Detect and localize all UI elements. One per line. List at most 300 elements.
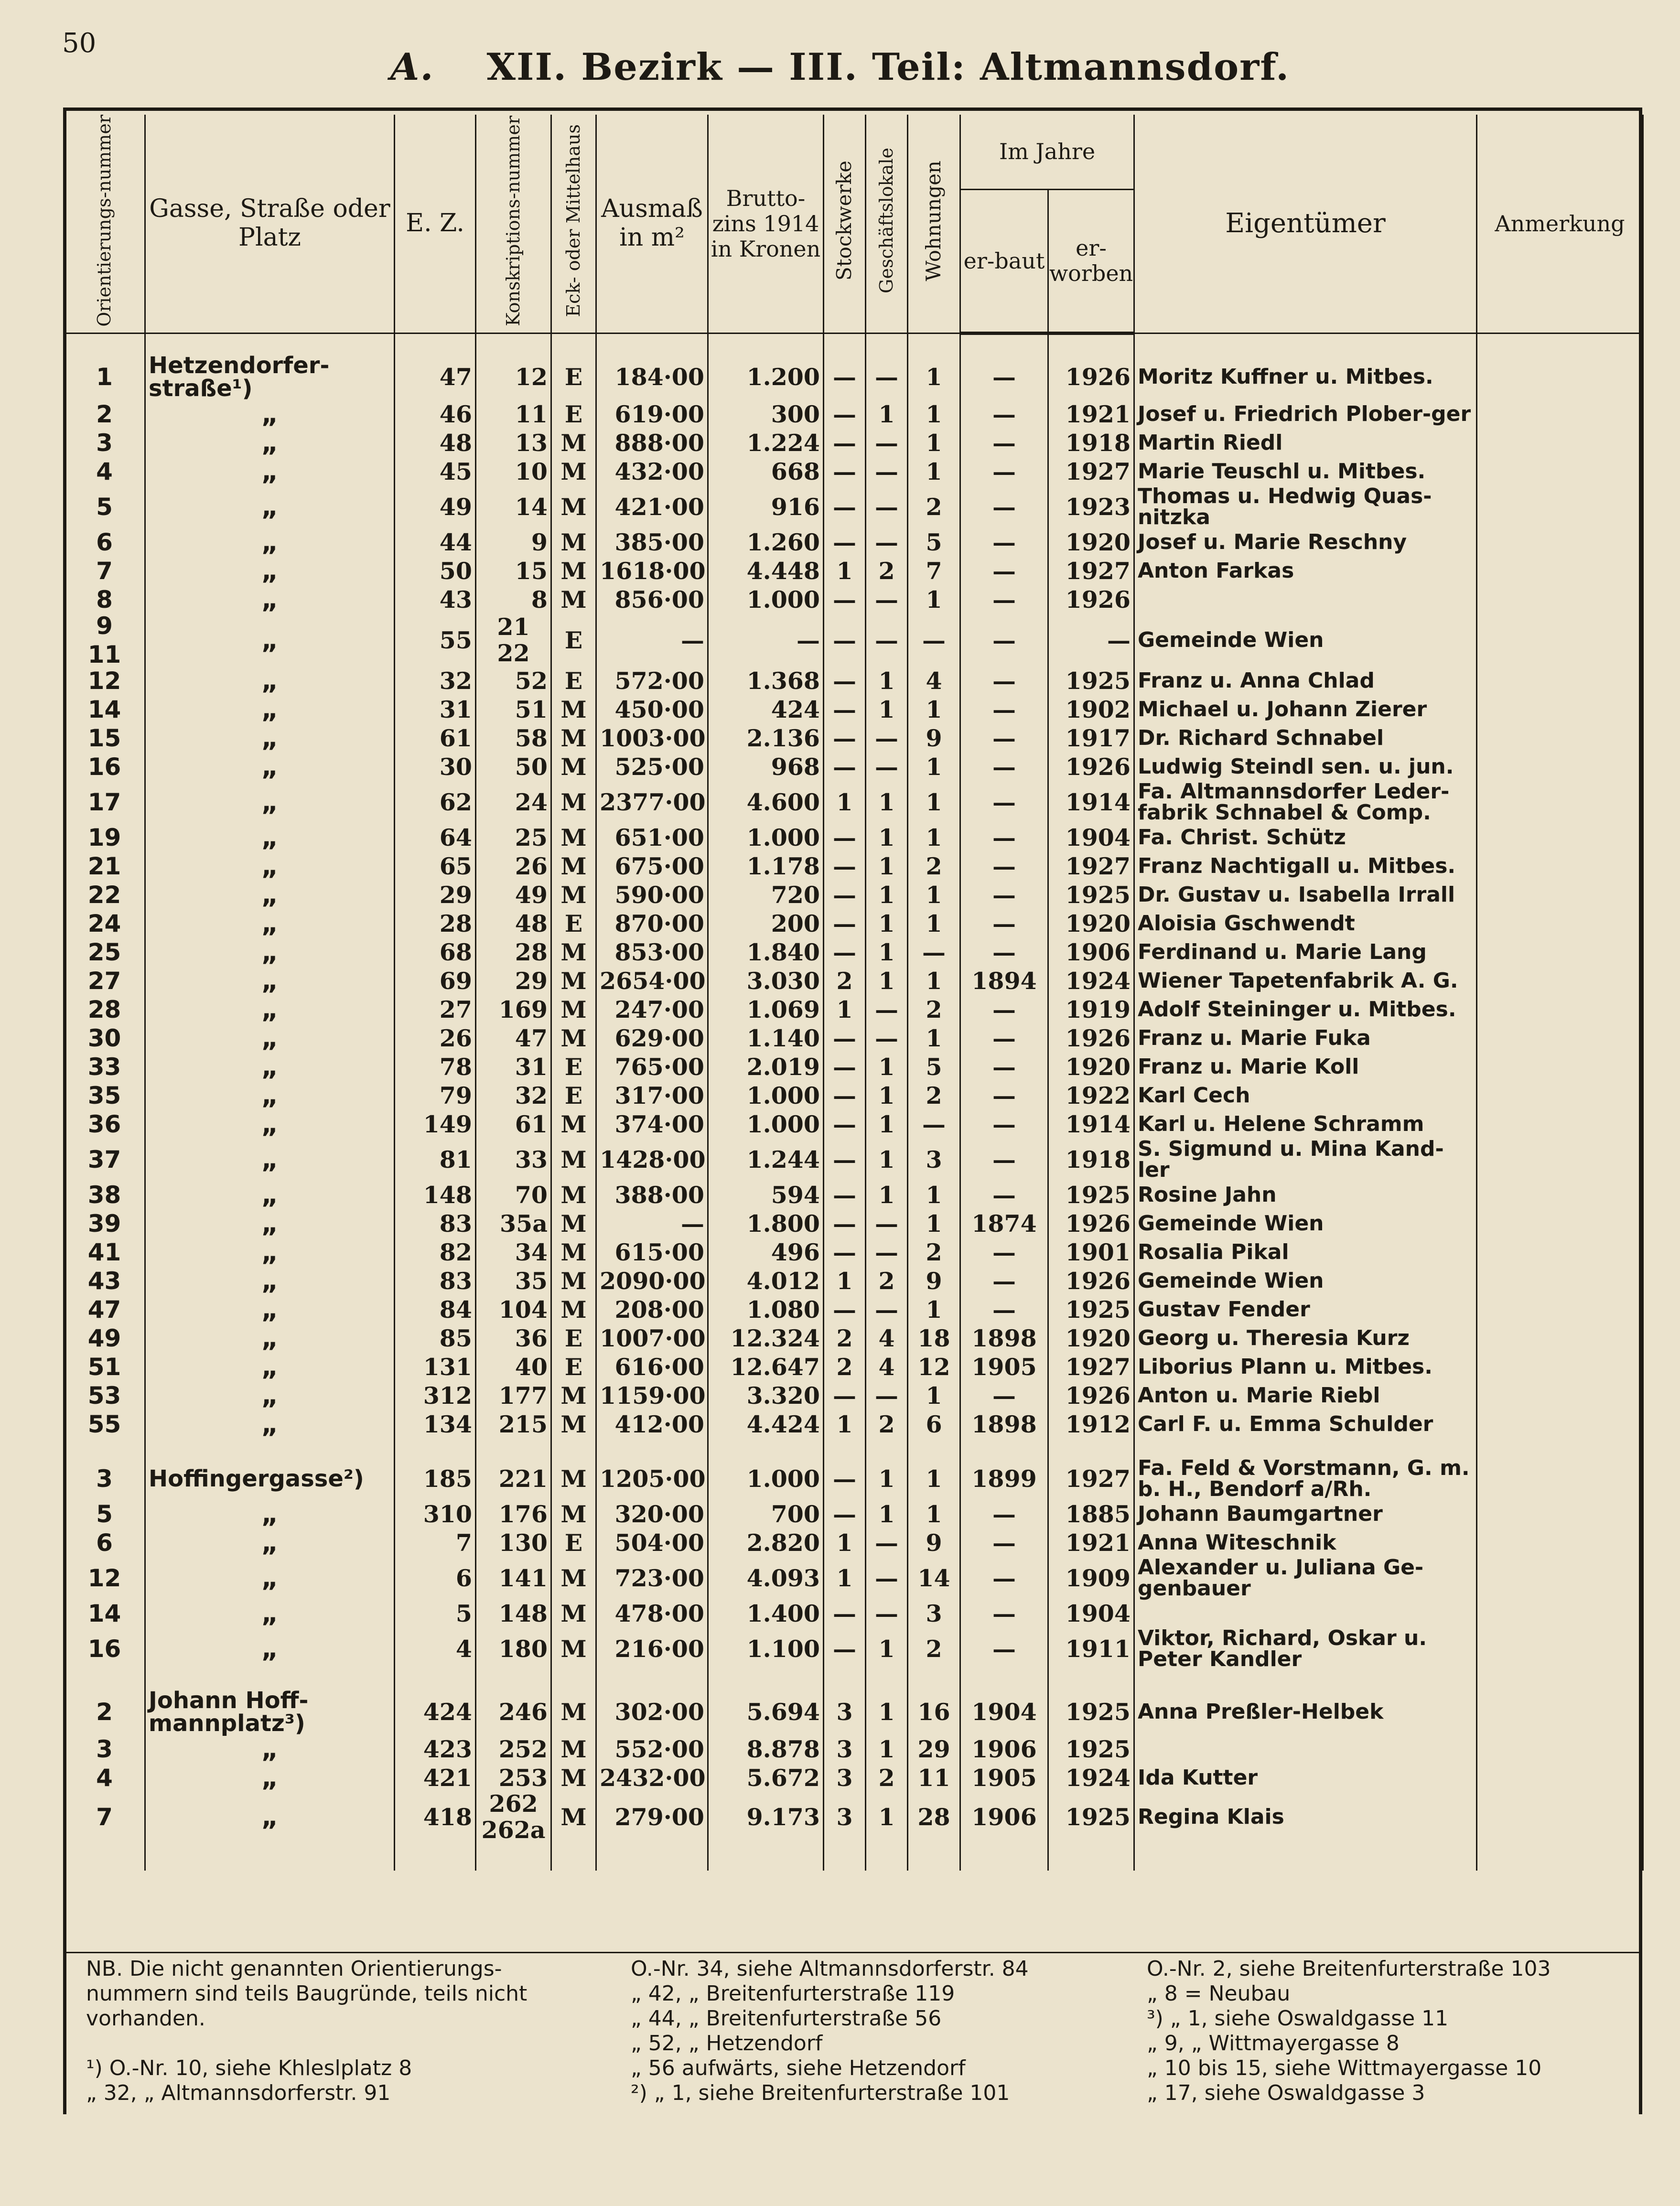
table-row (64, 400, 1643, 429)
street-cell: „ (145, 1024, 395, 1053)
eck-cell: E (551, 1053, 596, 1081)
geschaeftslokale-cell: 1 (866, 1053, 908, 1081)
anmerkung-cell (1477, 614, 1643, 667)
ez-cell: 43 (395, 585, 476, 614)
erworben-cell: 1917 (1048, 724, 1134, 753)
geschaeftslokale-cell: — (866, 354, 908, 400)
erbaut-cell: — (960, 1238, 1048, 1267)
ausmass-cell: 317·00 (596, 1081, 708, 1110)
stockwerke-cell: — (824, 852, 866, 881)
eigentuemer-cell: Gemeinde Wien (1134, 614, 1477, 667)
erbaut-cell: 1898 (960, 1410, 1048, 1439)
konskription-cell: 104 (476, 1295, 551, 1324)
wohnungen-cell: 1 (908, 429, 960, 457)
eigentuemer-cell: Dr. Gustav u. Isabella Irrall (1134, 881, 1477, 909)
stockwerke-cell: 1 (824, 1557, 866, 1599)
anmerkung-cell (1477, 400, 1643, 429)
bruttozins-cell: 1.200 (708, 354, 824, 400)
anmerkung-cell (1477, 1689, 1643, 1735)
erworben-cell: 1914 (1048, 1110, 1134, 1139)
konskription-cell: 40 (476, 1353, 551, 1381)
eigentuemer-cell: Anton u. Marie Riebl (1134, 1381, 1477, 1410)
footnote-line: „ 32, „ Altmannsdorferstr. 91 (86, 2081, 391, 2105)
filler-cell (395, 1842, 476, 1871)
table-row (64, 753, 1643, 781)
bruttozins-cell: 1.840 (708, 938, 824, 967)
filler-cell (866, 1842, 908, 1871)
orientierungsnummer-cell: 53 (64, 1381, 145, 1410)
erworben-cell: 1927 (1048, 557, 1134, 585)
wohnungen-cell: 1 (908, 457, 960, 486)
spacer-cell (64, 1439, 145, 1458)
erbaut-cell: 1906 (960, 1735, 1048, 1764)
orientierungsnummer-cell: 33 (64, 1053, 145, 1081)
stockwerke-cell: — (824, 1628, 866, 1670)
konskription-line: 262a (481, 1816, 546, 1844)
bruttozins-cell: 12.324 (708, 1324, 824, 1353)
ez-cell: 418 (395, 1792, 476, 1842)
bruttozins-cell: 2.820 (708, 1528, 824, 1557)
stockwerke-cell: — (824, 585, 866, 614)
table-row (64, 1557, 1643, 1599)
stockwerke-cell: 1 (824, 1528, 866, 1557)
stockwerke-cell: 3 (824, 1735, 866, 1764)
anmerkung-cell (1477, 1557, 1643, 1599)
table-row (64, 1792, 1643, 1842)
bruttozins-cell: 916 (708, 486, 824, 528)
erworben-cell: 1912 (1048, 1410, 1134, 1439)
spacer-cell (1048, 1439, 1134, 1458)
table-row (64, 1458, 1643, 1500)
geschaeftslokale-cell: 1 (866, 1500, 908, 1528)
orientierungsnummer-cell: 17 (64, 781, 145, 823)
eck-cell: M (551, 1689, 596, 1735)
ez-cell: 79 (395, 1081, 476, 1110)
stockwerke-cell: — (824, 614, 866, 667)
wohnungen-cell: 5 (908, 1053, 960, 1081)
spacer-cell (64, 1670, 145, 1689)
stockwerke-cell: — (824, 1238, 866, 1267)
stockwerke-cell: — (824, 1110, 866, 1139)
footnote-line: nummern sind teils Baugründe, teils nicht (86, 1981, 528, 2006)
erbaut-cell: — (960, 585, 1048, 614)
konskription-cell: 15 (476, 557, 551, 585)
bruttozins-cell: 720 (708, 881, 824, 909)
stockwerke-cell: — (824, 909, 866, 938)
bruttozins-cell: 1.400 (708, 1599, 824, 1628)
ausmass-cell: 450·00 (596, 695, 708, 724)
street-cell: „ (145, 1381, 395, 1410)
orientierungsnummer-cell: 4 (64, 457, 145, 486)
anmerkung-cell (1477, 1053, 1643, 1081)
erbaut-cell: — (960, 400, 1048, 429)
anmerkung-cell (1477, 1458, 1643, 1500)
geschaeftslokale-cell: — (866, 724, 908, 753)
stockwerke-cell: — (824, 667, 866, 695)
stockwerke-cell: — (824, 695, 866, 724)
stockwerke-cell: — (824, 1500, 866, 1528)
anmerkung-cell (1477, 1381, 1643, 1410)
ausmass-cell: 504·00 (596, 1528, 708, 1557)
konskription-cell: 31 (476, 1053, 551, 1081)
street-cell: „ (145, 667, 395, 695)
ez-cell: 83 (395, 1267, 476, 1295)
konskription-cell: 8 (476, 585, 551, 614)
street-cell: „ (145, 1353, 395, 1381)
orientierungsnummer-cell: 5 (64, 486, 145, 528)
header-im-jahre: Im Jahre (960, 115, 1134, 190)
ez-cell: 6 (395, 1557, 476, 1599)
bruttozins-cell: 3.030 (708, 967, 824, 995)
geschaeftslokale-cell: 4 (866, 1353, 908, 1381)
erworben-cell: 1925 (1048, 881, 1134, 909)
street-cell: „ (145, 1324, 395, 1353)
spacer-cell (551, 1439, 596, 1458)
table-row (64, 1081, 1643, 1110)
ausmass-cell: 184·00 (596, 354, 708, 400)
header-stockwerke: Stockwerke (824, 115, 866, 334)
orientierungsnummer-cell: 6 (64, 1528, 145, 1557)
header-anmerkung: Anmerkung (1477, 115, 1643, 334)
erworben-cell: 1923 (1048, 486, 1134, 528)
erbaut-cell: 1905 (960, 1353, 1048, 1381)
section-letter: A. (390, 45, 434, 89)
table-row (64, 585, 1643, 614)
geschaeftslokale-cell: 2 (866, 557, 908, 585)
wohnungen-cell: 14 (908, 1557, 960, 1599)
wohnungen-cell: 2 (908, 995, 960, 1024)
orientierungsnummer-cell (64, 614, 145, 667)
eck-cell: M (551, 1181, 596, 1209)
geschaeftslokale-cell: — (866, 1238, 908, 1267)
table-row (64, 1500, 1643, 1528)
bruttozins-cell: 1.244 (708, 1139, 824, 1181)
erbaut-cell: — (960, 1500, 1048, 1528)
geschaeftslokale-cell: 1 (866, 852, 908, 881)
street-cell: „ (145, 1267, 395, 1295)
ez-cell: 68 (395, 938, 476, 967)
filler-cell (551, 1842, 596, 1871)
ausmass-cell: — (596, 1209, 708, 1238)
stockwerke-cell: — (824, 1139, 866, 1181)
stockwerke-cell: — (824, 1209, 866, 1238)
notes-divider (63, 1952, 1642, 1953)
bruttozins-cell: 668 (708, 457, 824, 486)
table-row (64, 995, 1643, 1024)
street-cell: „ (145, 1599, 395, 1628)
ausmass-cell: 1205·00 (596, 1458, 708, 1500)
anmerkung-cell (1477, 823, 1643, 852)
wohnungen-cell: 1 (908, 881, 960, 909)
header-erbaut: er-baut (960, 190, 1048, 334)
erbaut-cell: 1906 (960, 1792, 1048, 1842)
eck-cell: M (551, 429, 596, 457)
geschaeftslokale-cell: 1 (866, 695, 908, 724)
street-cell: „ (145, 938, 395, 967)
erbaut-cell: 1904 (960, 1689, 1048, 1735)
eck-cell: M (551, 1139, 596, 1181)
footnote-line: „ 9, „ Wittmayergasse 8 (1147, 2031, 1400, 2055)
erworben-cell: 1901 (1048, 1238, 1134, 1267)
eck-cell: M (551, 457, 596, 486)
konskription-cell: 49 (476, 881, 551, 909)
filler-cell (708, 1842, 824, 1871)
eigentuemer-cell: Rosalia Pikal (1134, 1238, 1477, 1267)
geschaeftslokale-cell: 1 (866, 967, 908, 995)
orientierungsnummer-cell: 4 (64, 1764, 145, 1792)
table-spacer (64, 334, 1643, 355)
geschaeftslokale-cell: 1 (866, 881, 908, 909)
erworben-cell: 1920 (1048, 1324, 1134, 1353)
ez-cell: 185 (395, 1458, 476, 1500)
eck-cell: M (551, 1628, 596, 1670)
header-wohnungen: Wohnungen (908, 115, 960, 334)
ez-cell: 78 (395, 1053, 476, 1081)
ez-cell: 64 (395, 823, 476, 852)
bruttozins-cell: 1.069 (708, 995, 824, 1024)
anmerkung-cell (1477, 1599, 1643, 1628)
erbaut-cell: — (960, 1295, 1048, 1324)
eigentuemer-cell: Liborius Plann u. Mitbes. (1134, 1353, 1477, 1381)
eigentuemer-cell: Martin Riedl (1134, 429, 1477, 457)
eigentuemer-cell (1134, 585, 1477, 614)
eck-cell: M (551, 938, 596, 967)
ausmass-cell: 853·00 (596, 938, 708, 967)
header-eigentuemer: Eigentümer (1134, 115, 1477, 334)
geschaeftslokale-cell: — (866, 753, 908, 781)
ez-cell: 69 (395, 967, 476, 995)
street-cell: „ (145, 1295, 395, 1324)
wohnungen-cell: 1 (908, 354, 960, 400)
footnote-line: „ 42, „ Breitenfurterstraße 119 (631, 1981, 955, 2006)
konskription-cell: 28 (476, 938, 551, 967)
anmerkung-cell (1477, 486, 1643, 528)
spacer-cell (551, 1670, 596, 1689)
konskription-cell: 9 (476, 528, 551, 557)
erworben-cell: 1927 (1048, 457, 1134, 486)
wohnungen-cell: 2 (908, 1081, 960, 1110)
eigentuemer-cell (1134, 1735, 1477, 1764)
eck-cell: M (551, 557, 596, 585)
street-cell: „ (145, 614, 395, 667)
street-cell: „ (145, 781, 395, 823)
bruttozins-cell: 1.178 (708, 852, 824, 881)
anmerkung-cell (1477, 1324, 1643, 1353)
ausmass-cell: 552·00 (596, 1735, 708, 1764)
eck-cell: E (551, 1353, 596, 1381)
geschaeftslokale-cell: 1 (866, 400, 908, 429)
konskription-cell: 130 (476, 1528, 551, 1557)
ausmass-cell: 1618·00 (596, 557, 708, 585)
konskription-cell: 50 (476, 753, 551, 781)
geschaeftslokale-cell: 4 (866, 1324, 908, 1353)
street-cell: „ (145, 1410, 395, 1439)
anmerkung-cell (1477, 938, 1643, 967)
table-row (64, 1139, 1643, 1181)
anmerkung-cell (1477, 1209, 1643, 1238)
stockwerke-cell: 1 (824, 995, 866, 1024)
konskription-cell: 51 (476, 695, 551, 724)
orientierungsnummer-cell: 36 (64, 1110, 145, 1139)
anmerkung-cell (1477, 1139, 1643, 1181)
anmerkung-cell (1477, 585, 1643, 614)
eigentuemer-cell: Anna Witeschnik (1134, 1528, 1477, 1557)
ez-cell: 29 (395, 881, 476, 909)
erbaut-cell: — (960, 938, 1048, 967)
konskription-cell: 14 (476, 486, 551, 528)
erworben-cell: 1914 (1048, 781, 1134, 823)
eigentuemer-cell: Anton Farkas (1134, 557, 1477, 585)
erworben-cell: 1927 (1048, 1458, 1134, 1500)
eck-cell: M (551, 724, 596, 753)
spacer-cell (960, 1439, 1048, 1458)
spacer-cell (1477, 1670, 1643, 1689)
geschaeftslokale-cell: 1 (866, 1139, 908, 1181)
spacer-cell (1477, 1439, 1643, 1458)
geschaeftslokale-cell: — (866, 1209, 908, 1238)
konskription-cell: 47 (476, 1024, 551, 1053)
eck-cell: M (551, 1735, 596, 1764)
filler-cell (1134, 1842, 1477, 1871)
spacer-cell (866, 1439, 908, 1458)
anmerkung-cell (1477, 1238, 1643, 1267)
street-cell: „ (145, 823, 395, 852)
street-cell: „ (145, 1209, 395, 1238)
footnotes-column-2 (631, 1957, 1180, 2106)
wohnungen-cell: 6 (908, 1410, 960, 1439)
bruttozins-cell: 9.173 (708, 1792, 824, 1842)
ausmass-cell: 421·00 (596, 486, 708, 528)
eck-cell: M (551, 1295, 596, 1324)
anmerkung-cell (1477, 1410, 1643, 1439)
erworben-cell: 1920 (1048, 528, 1134, 557)
orientierungsnummer-cell: 22 (64, 881, 145, 909)
table-row (64, 457, 1643, 486)
filler-cell (960, 1842, 1048, 1871)
ez-cell: 26 (395, 1024, 476, 1053)
spacer-cell (1134, 1439, 1477, 1458)
page-number: 50 (62, 28, 97, 59)
page-title (0, 45, 1680, 89)
eigentuemer-cell: Fa. Christ. Schütz (1134, 823, 1477, 852)
ausmass-cell: 616·00 (596, 1353, 708, 1381)
table-row (64, 1353, 1643, 1381)
wohnungen-cell: 2 (908, 1238, 960, 1267)
stockwerke-cell: 2 (824, 1353, 866, 1381)
konskription-cell: 33 (476, 1139, 551, 1181)
wohnungen-cell: 3 (908, 1139, 960, 1181)
bruttozins-cell: 1.000 (708, 1081, 824, 1110)
anmerkung-cell (1477, 557, 1643, 585)
orientierungsnummer-cell: 28 (64, 995, 145, 1024)
geschaeftslokale-cell: 1 (866, 1689, 908, 1735)
spacer-cell (866, 1670, 908, 1689)
anmerkung-cell (1477, 753, 1643, 781)
footnote-line (86, 2031, 564, 2056)
street-cell: „ (145, 967, 395, 995)
erbaut-cell: 1874 (960, 1209, 1048, 1238)
konskription-cell: 34 (476, 1238, 551, 1267)
bruttozins-cell: 300 (708, 400, 824, 429)
header-erworben: er-worben (1048, 190, 1134, 334)
eck-cell: M (551, 1792, 596, 1842)
street-cell: „ (145, 457, 395, 486)
erworben-cell: 1919 (1048, 995, 1134, 1024)
ez-cell: 46 (395, 400, 476, 429)
orientierungsnummer-cell: 41 (64, 1238, 145, 1267)
erbaut-cell: — (960, 1628, 1048, 1670)
footnote-line: „ 8 = Neubau (1147, 1981, 1291, 2006)
footnote-line: „ 17, siehe Oswaldgasse 3 (1147, 2081, 1425, 2105)
ausmass-cell: 723·00 (596, 1557, 708, 1599)
stockwerke-cell: — (824, 354, 866, 400)
erworben-cell: 1926 (1048, 585, 1134, 614)
erworben-cell: 1925 (1048, 1295, 1134, 1324)
erworben-cell: 1911 (1048, 1628, 1134, 1670)
stockwerke-cell: — (824, 881, 866, 909)
table-row (64, 1689, 1643, 1735)
eck-cell: M (551, 1557, 596, 1599)
street-cell: „ (145, 585, 395, 614)
erworben-cell: 1924 (1048, 967, 1134, 995)
table-row (64, 1528, 1643, 1557)
bruttozins-cell: 4.012 (708, 1267, 824, 1295)
stockwerke-cell: — (824, 1181, 866, 1209)
geschaeftslokale-cell: 1 (866, 1735, 908, 1764)
orientierungsnummer-cell: 24 (64, 909, 145, 938)
spacer-cell (908, 1439, 960, 1458)
eck-cell: M (551, 1458, 596, 1500)
table-row (64, 967, 1643, 995)
table-row (64, 1267, 1643, 1295)
eigentuemer-cell: Regina Klais (1134, 1792, 1477, 1842)
orientierungsnummer-cell: 3 (64, 1735, 145, 1764)
eck-cell: M (551, 1381, 596, 1410)
ausmass-cell: 1007·00 (596, 1324, 708, 1353)
anmerkung-cell (1477, 1764, 1643, 1792)
eigentuemer-cell: Anna Preßler-Helbek (1134, 1689, 1477, 1735)
erbaut-cell: — (960, 1024, 1048, 1053)
orientierungsnummer-cell: 14 (64, 695, 145, 724)
table-row (64, 354, 1643, 400)
erbaut-cell: — (960, 486, 1048, 528)
wohnungen-cell: 9 (908, 1528, 960, 1557)
konskription-cell: 11 (476, 400, 551, 429)
bruttozins-cell: 1.260 (708, 528, 824, 557)
ez-cell: 134 (395, 1410, 476, 1439)
bruttozins-cell: 1.224 (708, 429, 824, 457)
orientierungsnummer-cell: 49 (64, 1324, 145, 1353)
bruttozins-cell: 496 (708, 1238, 824, 1267)
ez-cell: 131 (395, 1353, 476, 1381)
bruttozins-cell: 1.800 (708, 1209, 824, 1238)
erbaut-cell: — (960, 1139, 1048, 1181)
geschaeftslokale-cell: 1 (866, 1181, 908, 1209)
erbaut-cell: — (960, 909, 1048, 938)
ausmass-cell: 208·00 (596, 1295, 708, 1324)
stockwerke-cell: — (824, 1053, 866, 1081)
erbaut-cell: — (960, 781, 1048, 823)
header-orientierungsnummer: Orientierungs-nummer (64, 115, 145, 334)
footnotes-column-3 (1147, 1957, 1648, 2106)
eck-cell: E (551, 400, 596, 429)
ausmass-cell: 590·00 (596, 881, 708, 909)
street-cell: „ (145, 1081, 395, 1110)
orientierungsnummer-cell: 5 (64, 1500, 145, 1528)
stockwerke-cell: — (824, 457, 866, 486)
stockwerke-cell: — (824, 1081, 866, 1110)
anmerkung-cell (1477, 1024, 1643, 1053)
